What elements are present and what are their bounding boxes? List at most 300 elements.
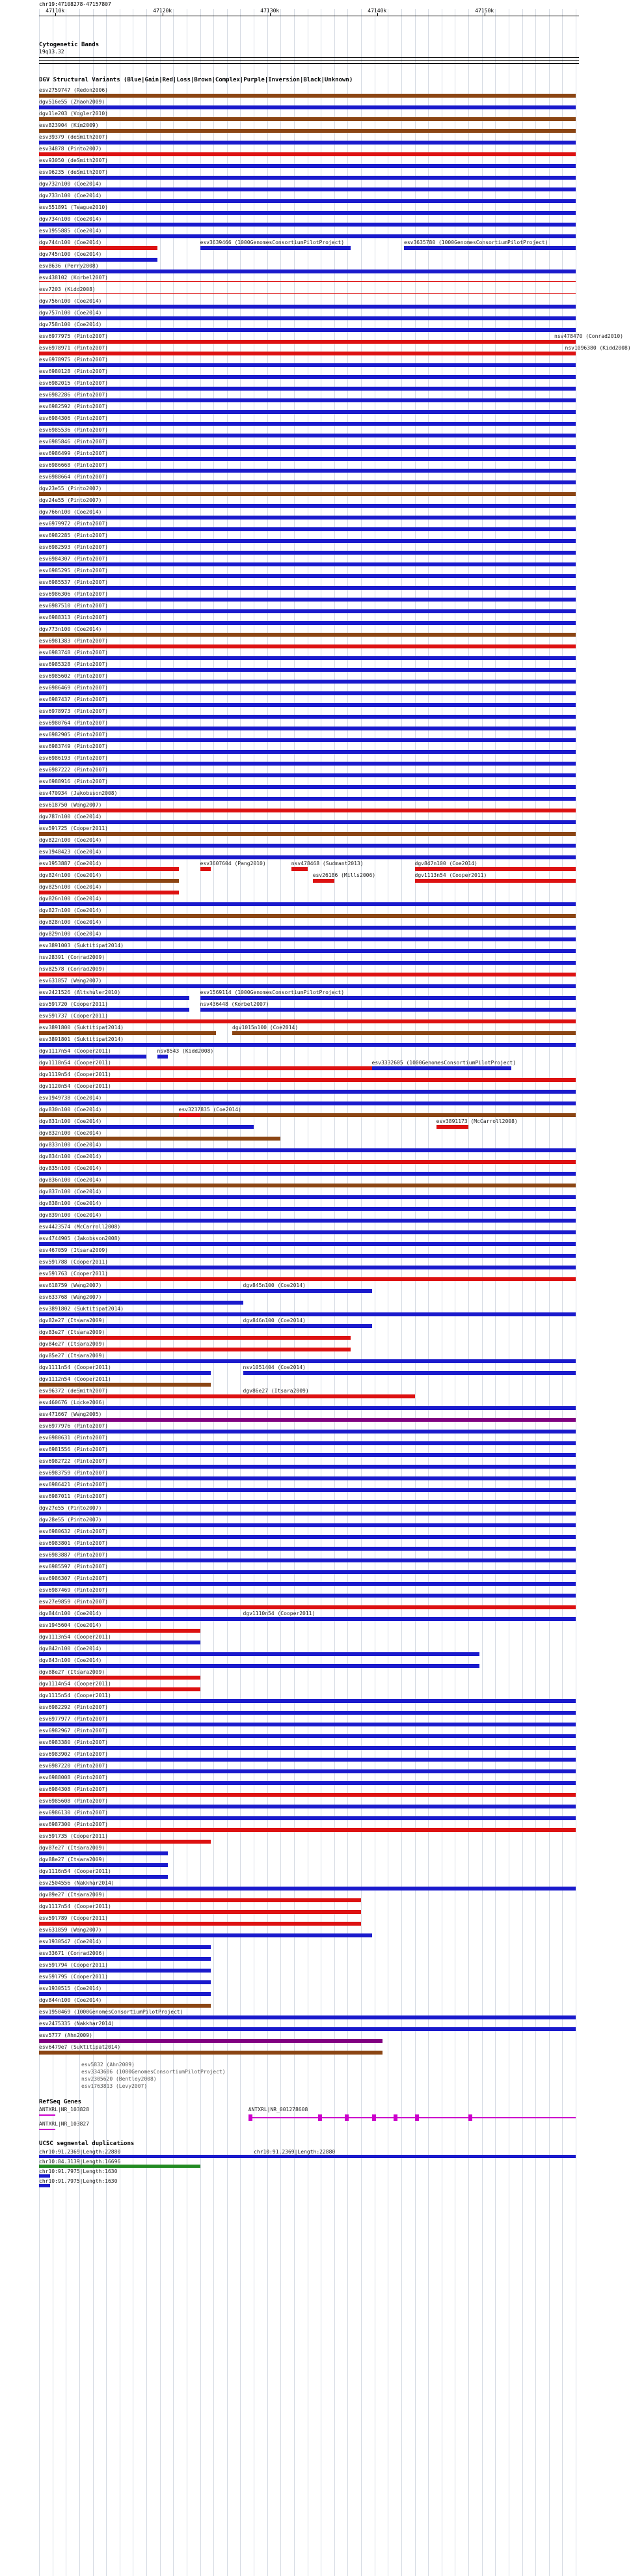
dgv-variant-bar[interactable]	[39, 1652, 479, 1656]
dgv-variant-row[interactable]	[0, 579, 579, 591]
dgv-variant-label[interactable]: esv3891003 (Suktitipat2014)	[39, 943, 124, 949]
dgv-variant-bar[interactable]	[39, 1383, 211, 1387]
dgv-variant-row[interactable]	[0, 849, 579, 861]
dgv-variant-row[interactable]	[0, 837, 579, 849]
dgv-variant-row[interactable]	[0, 1435, 579, 1447]
dgv-variant-bar[interactable]	[39, 1933, 372, 1937]
dgv-variant-row[interactable]	[0, 978, 579, 990]
dgv-variant-row[interactable]	[0, 1118, 579, 1130]
dgv-variant-row[interactable]	[0, 1388, 579, 1400]
dgv-variant-row[interactable]	[0, 743, 579, 755]
dgv-variant-row[interactable]	[0, 1376, 579, 1388]
segdup-label[interactable]: chr10:84.3139|Length:16696	[39, 2159, 121, 2165]
dgv-variant-bar[interactable]	[39, 633, 576, 637]
dgv-variant-row[interactable]	[0, 1622, 579, 1634]
dgv-variant-bar[interactable]	[39, 1875, 168, 1879]
dgv-variant-row[interactable]	[0, 310, 579, 322]
dgv-variant-row[interactable]	[0, 1775, 579, 1786]
dgv-variant-row[interactable]	[0, 931, 579, 943]
dgv-variant-bar[interactable]	[39, 164, 576, 168]
dgv-variant-bar[interactable]	[39, 1090, 576, 1094]
dgv-variant-label[interactable]: esv2759747 (Redon2006)	[39, 87, 108, 93]
dgv-variant-row[interactable]	[0, 1060, 579, 1072]
dgv-variant-label[interactable]: esv34878 (Pinto2007)	[39, 146, 102, 152]
dgv-variant-bar[interactable]	[39, 1558, 576, 1562]
dgv-variant-row[interactable]	[0, 87, 579, 99]
dgv-variant-bar[interactable]	[39, 1781, 576, 1785]
dgv-variant-bar[interactable]	[39, 1945, 211, 1949]
dgv-variant-bar[interactable]	[39, 1641, 200, 1644]
dgv-variant-bar[interactable]	[39, 516, 576, 519]
dgv-variant-bar[interactable]	[39, 1266, 576, 1269]
dgv-variant-label[interactable]: dgv836n100 (Coe2014)	[39, 1177, 102, 1183]
dgv-variant-bar[interactable]	[39, 644, 576, 648]
dgv-variant-bar[interactable]	[39, 1629, 200, 1633]
dgv-variant-bar[interactable]	[39, 621, 576, 625]
dgv-variant-label[interactable]: esv93050 (deSmith2007)	[39, 158, 108, 163]
dgv-variant-row[interactable]	[0, 954, 579, 966]
dgv-variant-row[interactable]	[0, 404, 579, 415]
dgv-variant-label[interactable]: dgv824n100 (Coe2014)	[39, 872, 102, 878]
dgv-variant-bar[interactable]	[39, 1172, 576, 1176]
dgv-variant-row[interactable]	[0, 298, 579, 310]
dgv-variant-row[interactable]	[0, 1482, 579, 1493]
dgv-variant-row[interactable]	[0, 1458, 579, 1470]
dgv-variant-row[interactable]	[0, 146, 579, 158]
dgv-variant-row[interactable]	[0, 275, 579, 286]
dgv-variant-bar[interactable]	[39, 246, 157, 250]
dgv-variant-row[interactable]	[0, 1212, 579, 1224]
dgv-variant-row[interactable]	[0, 1341, 579, 1353]
dgv-variant-label[interactable]: dgv1113n54 (Cooper2011)	[414, 872, 487, 878]
dgv-variant-row[interactable]	[0, 1329, 579, 1341]
dgv-variant-label[interactable]: esv6982593 (Pinto2007)	[39, 544, 108, 550]
dgv-variant-label[interactable]: dgv1111n54 (Cooper2011)	[39, 1364, 111, 1370]
dgv-variant-bar[interactable]	[39, 1113, 576, 1117]
refseq-transcript-line[interactable]	[39, 2114, 55, 2116]
dgv-variant-label[interactable]: dgv844n100 (Coe2014)	[39, 1611, 102, 1616]
dgv-variant-label[interactable]: esv59l788 (Cooper2011)	[39, 1259, 108, 1265]
segdup-label[interactable]: chr10:91.7975|Length:1630	[39, 2178, 118, 2184]
dgv-variant-bar[interactable]	[39, 305, 576, 309]
dgv-variant-bar[interactable]	[39, 152, 576, 156]
dgv-variant-row[interactable]	[0, 1763, 579, 1775]
dgv-variant-bar[interactable]	[39, 1394, 243, 1398]
dgv-variant-label[interactable]: dgv833n100 (Coe2014)	[39, 1142, 102, 1148]
dgv-variant-bar[interactable]	[39, 258, 157, 262]
dgv-variant-bar[interactable]	[39, 1605, 576, 1609]
dgv-variant-label[interactable]: esv6977976 (Pinto2007)	[39, 1423, 108, 1429]
dgv-variant-label[interactable]: esv6978975 (Pinto2007)	[39, 357, 108, 363]
dgv-variant-bar[interactable]	[39, 809, 576, 812]
dgv-variant-bar[interactable]	[200, 1008, 576, 1012]
dgv-variant-row[interactable]	[0, 1950, 579, 1962]
dgv-variant-label[interactable]: dgv1119n54 (Cooper2011)	[39, 1072, 111, 1077]
dgv-variant-bar[interactable]	[39, 141, 576, 145]
dgv-variant-label[interactable]: esv631857 (Wang2007)	[39, 978, 102, 984]
dgv-variant-bar[interactable]	[39, 785, 576, 789]
segdup-bar[interactable]	[39, 2184, 50, 2187]
dgv-variant-label[interactable]: esv6984308 (Pinto2007)	[39, 1786, 108, 1792]
dgv-variant-bar[interactable]	[157, 1055, 168, 1059]
dgv-variant-row[interactable]	[0, 263, 579, 275]
dgv-variant-row[interactable]	[0, 1552, 579, 1564]
dgv-variant-bar[interactable]	[39, 1746, 576, 1750]
dgv-variant-row[interactable]	[0, 1493, 579, 1505]
dgv-variant-label[interactable]: esv471667 (Wang2005)	[39, 1411, 102, 1417]
dgv-variant-bar[interactable]	[39, 996, 189, 1000]
dgv-variant-row[interactable]	[0, 333, 623, 345]
dgv-variant-label[interactable]: dgv734n100 (Coe2014)	[39, 216, 102, 222]
dgv-variant-bar[interactable]	[200, 246, 351, 250]
dgv-variant-label[interactable]: esv3891802 (Suktitipat2014)	[39, 1306, 124, 1312]
dgv-variant-bar[interactable]	[39, 2051, 383, 2055]
dgv-variant-label[interactable]: dgv1117n54 (Cooper2011)	[39, 1904, 111, 1909]
dgv-variant-row[interactable]	[0, 450, 579, 462]
dgv-variant-bar[interactable]	[39, 2015, 576, 2019]
dgv-variant-label[interactable]: nsv1096380 (Kidd2008)	[565, 345, 631, 351]
dgv-variant-bar[interactable]	[39, 422, 576, 426]
dgv-variant-bar[interactable]	[39, 445, 576, 449]
dgv-variant-row[interactable]	[0, 1657, 579, 1669]
dgv-variant-row[interactable]	[0, 1177, 579, 1189]
dgv-variant-row[interactable]	[0, 158, 579, 169]
dgv-variant-label[interactable]: esv6983380 (Pinto2007)	[39, 1739, 108, 1745]
dgv-variant-bar[interactable]	[39, 1055, 146, 1059]
dgv-variant-label[interactable]: dgv85e27 (Itsara2009)	[39, 1353, 105, 1359]
dgv-variant-bar[interactable]	[39, 984, 576, 988]
dgv-variant-row[interactable]	[0, 2044, 579, 2056]
dgv-variant-label[interactable]: dgv822n100 (Coe2014)	[39, 837, 102, 843]
dgv-variant-bar[interactable]	[39, 1851, 168, 1855]
dgv-variant-label[interactable]: dgv733n100 (Coe2014)	[39, 193, 102, 199]
dgv-variant-bar[interactable]	[39, 1465, 576, 1469]
dgv-variant-bar[interactable]	[39, 1488, 576, 1492]
dgv-variant-label[interactable]: dgv787n100 (Coe2014)	[39, 814, 102, 820]
dgv-variant-row[interactable]	[0, 134, 579, 146]
refseq-transcript-label[interactable]: ANTXRL|NR_103828	[39, 2107, 90, 2112]
dgv-variant-row[interactable]	[0, 439, 579, 450]
dgv-variant-label[interactable]: dgv1117n54 (Cooper2011)	[39, 1048, 111, 1054]
dgv-variant-row[interactable]	[0, 1318, 579, 1329]
dgv-variant-row[interactable]	[0, 1505, 579, 1517]
dgv-variant-label[interactable]: esv4423574 (McCarroll2008)	[39, 1224, 121, 1230]
dgv-variant-label[interactable]: dgv766n100 (Coe2014)	[39, 509, 102, 515]
dgv-variant-row[interactable]	[0, 650, 579, 661]
dgv-variant-bar[interactable]	[39, 1769, 576, 1773]
dgv-small-variant[interactable]: esv1763813 (Levy2007)	[81, 2083, 148, 2089]
dgv-variant-row[interactable]	[0, 1142, 579, 1154]
dgv-variant-bar[interactable]	[39, 703, 576, 707]
dgv-variant-label[interactable]: nsv1051404 (Coe2014)	[243, 1364, 306, 1370]
dgv-variant-bar[interactable]	[39, 727, 576, 730]
dgv-variant-bar[interactable]	[39, 234, 576, 238]
dgv-variant-label[interactable]: esv26186 (Mills2006)	[312, 872, 376, 878]
dgv-variant-bar[interactable]	[39, 937, 576, 941]
dgv-variant-label[interactable]: esv6977977 (Pinto2007)	[39, 1716, 108, 1722]
dgv-variant-bar[interactable]	[39, 223, 576, 227]
dgv-variant-row[interactable]	[0, 1939, 579, 1950]
dgv-variant-row[interactable]	[0, 1693, 579, 1704]
dgv-variant-bar[interactable]	[39, 1441, 576, 1445]
dgv-variant-label[interactable]: esv6979972 (Pinto2007)	[39, 521, 108, 527]
dgv-variant-bar[interactable]	[39, 1137, 280, 1141]
dgv-variant-row[interactable]	[0, 509, 579, 521]
dgv-variant-label[interactable]: dgv838n100 (Coe2014)	[39, 1200, 102, 1206]
dgv-variant-label[interactable]: esv6982592 (Pinto2007)	[39, 404, 108, 409]
dgv-variant-bar[interactable]	[39, 1793, 576, 1797]
dgv-variant-label[interactable]: dgv1110n54 (Cooper2011)	[243, 1611, 316, 1616]
dgv-variant-label[interactable]: dgv83e27 (Itsara2009)	[39, 1329, 105, 1335]
dgv-variant-label[interactable]: esv7203 (Kidd2008)	[39, 286, 96, 292]
dgv-variant-bar[interactable]	[39, 1242, 576, 1246]
dgv-variant-label[interactable]: esv470934 (Jakobsson2008)	[39, 790, 118, 796]
dgv-variant-label[interactable]: dgv84e27 (Itsara2009)	[39, 1341, 105, 1347]
segdup-label[interactable]: chr10:91.2369|Length:22880	[39, 2149, 121, 2155]
dgv-variant-label[interactable]: dgv1114n54 (Cooper2011)	[39, 1681, 111, 1687]
dgv-variant-row[interactable]	[0, 1189, 579, 1200]
dgv-variant-row[interactable]	[0, 1704, 579, 1716]
dgv-variant-label[interactable]: esv59l735 (Cooper2011)	[39, 1833, 108, 1839]
dgv-variant-bar[interactable]	[39, 1512, 576, 1516]
dgv-variant-label[interactable]: esv2504556 (Nakkhar2014)	[39, 1880, 114, 1886]
dgv-variant-row[interactable]	[0, 1200, 579, 1212]
dgv-variant-bar[interactable]	[39, 1887, 576, 1890]
dgv-variant-bar[interactable]	[39, 105, 576, 109]
dgv-variant-label[interactable]: dgv88e27 (Itsara2009)	[39, 1857, 105, 1863]
dgv-variant-bar[interactable]	[39, 293, 576, 294]
dgv-variant-bar[interactable]	[39, 609, 576, 613]
dgv-variant-bar[interactable]	[39, 949, 576, 953]
dgv-variant-bar[interactable]	[39, 1289, 243, 1293]
dgv-variant-bar[interactable]	[39, 375, 576, 379]
dgv-variant-label[interactable]: esv1945604 (Coe2014)	[39, 1622, 102, 1628]
dgv-variant-bar[interactable]	[39, 879, 179, 883]
segdup-bar[interactable]	[254, 2155, 576, 2158]
dgv-variant-label[interactable]: esv633768 (Wang2007)	[39, 1294, 102, 1300]
dgv-variant-bar[interactable]	[39, 1969, 211, 1973]
dgv-variant-label[interactable]: esv6980631 (Pinto2007)	[39, 1435, 108, 1441]
dgv-variant-row[interactable]	[0, 2009, 579, 2021]
dgv-variant-row[interactable]	[0, 1036, 579, 1048]
dgv-variant-row[interactable]	[0, 1095, 579, 1107]
dgv-variant-bar[interactable]	[179, 1113, 200, 1117]
dgv-variant-label[interactable]: esv59l795 (Cooper2011)	[39, 1974, 108, 1980]
dgv-variant-row[interactable]	[0, 814, 579, 825]
dgv-variant-bar[interactable]	[39, 1219, 576, 1223]
dgv-variant-row[interactable]	[0, 661, 579, 673]
dgv-variant-label[interactable]: esv3891801 (Suktitipat2014)	[39, 1036, 124, 1042]
dgv-variant-bar[interactable]	[243, 1324, 372, 1328]
dgv-variant-bar[interactable]	[39, 656, 576, 660]
refseq-exon[interactable]	[415, 2114, 419, 2121]
dgv-variant-row[interactable]	[0, 216, 579, 228]
dgv-variant-row[interactable]	[0, 1751, 579, 1763]
dgv-variant-label[interactable]: esv6987222 (Pinto2007)	[39, 767, 108, 773]
dgv-variant-label[interactable]: esv1948423 (Coe2014)	[39, 849, 102, 855]
dgv-variant-label[interactable]: esv6987437 (Pinto2007)	[39, 697, 108, 702]
dgv-variant-label[interactable]: esv6981383 (Pinto2007)	[39, 638, 108, 644]
dgv-variant-bar[interactable]	[243, 1371, 576, 1375]
dgv-variant-bar[interactable]	[39, 1957, 211, 1961]
dgv-variant-label[interactable]: esv460676 (Locke2006)	[39, 1400, 105, 1406]
dgv-variant-bar[interactable]	[39, 891, 179, 894]
dgv-variant-label[interactable]: dgv758n100 (Coe2014)	[39, 322, 102, 327]
dgv-variant-bar[interactable]	[39, 340, 576, 344]
dgv-variant-row[interactable]	[0, 1681, 579, 1693]
dgv-variant-label[interactable]: dgv844n100 (Coe2014)	[39, 1997, 102, 2003]
dgv-variant-row[interactable]	[0, 1517, 579, 1529]
dgv-variant-bar[interactable]	[39, 574, 576, 578]
dgv-variant-bar[interactable]	[39, 1594, 576, 1598]
dgv-variant-label[interactable]: nsv478470 (Conrad2010)	[554, 333, 623, 339]
dgv-variant-label[interactable]: esv6982905 (Pinto2007)	[39, 732, 108, 738]
dgv-variant-label[interactable]: dgv829n100 (Coe2014)	[39, 931, 102, 937]
dgv-variant-row[interactable]	[0, 1447, 579, 1458]
dgv-variant-label[interactable]: esv6988313 (Pinto2007)	[39, 615, 108, 620]
dgv-variant-row[interactable]	[0, 474, 579, 486]
dgv-variant-row[interactable]	[0, 497, 579, 509]
dgv-variant-bar[interactable]	[39, 1523, 576, 1527]
dgv-variant-bar[interactable]	[39, 2039, 383, 2043]
dgv-variant-label[interactable]: esv59l725 (Cooper2011)	[39, 825, 108, 831]
dgv-variant-label[interactable]: esv59l737 (Cooper2011)	[39, 1013, 108, 1019]
dgv-variant-label[interactable]: esv6987300 (Pinto2007)	[39, 1821, 108, 1827]
dgv-variant-row[interactable]	[0, 1470, 579, 1482]
dgv-variant-row[interactable]	[0, 1786, 579, 1798]
dgv-variant-row[interactable]	[0, 1048, 579, 1060]
dgv-variant-bar[interactable]	[243, 1289, 372, 1293]
dgv-variant-row[interactable]	[0, 1294, 579, 1306]
refseq-transcript-label[interactable]: ANTXRL|NR_103827	[39, 2121, 90, 2127]
dgv-variant-label[interactable]: esv1930515 (Coe2014)	[39, 1986, 102, 1991]
dgv-variant-bar[interactable]	[39, 1453, 576, 1457]
dgv-variant-row[interactable]	[0, 966, 579, 978]
dgv-variant-label[interactable]: dgv827n100 (Coe2014)	[39, 907, 102, 913]
dgv-variant-bar[interactable]	[39, 668, 576, 672]
dgv-variant-bar[interactable]	[39, 469, 576, 473]
dgv-variant-row[interactable]	[0, 1587, 579, 1599]
dgv-variant-bar[interactable]	[39, 1031, 216, 1035]
dgv-variant-row[interactable]	[0, 2021, 579, 2032]
dgv-variant-label[interactable]: esv6988916 (Pinto2007)	[39, 779, 108, 784]
dgv-variant-label[interactable]: esv1950469 (1000GenomesConsortiumPilotProject)	[39, 2009, 183, 2015]
dgv-variant-row[interactable]	[0, 615, 579, 626]
dgv-variant-row[interactable]	[0, 427, 579, 439]
dgv-variant-label[interactable]: esv3332605 (1000GenomesConsortiumPilotProject)	[371, 1060, 517, 1066]
dgv-variant-bar[interactable]	[39, 1207, 576, 1211]
dgv-variant-label[interactable]: esv6985602 (Pinto2007)	[39, 673, 108, 679]
dgv-variant-label[interactable]: dgv773n100 (Coe2014)	[39, 626, 102, 632]
dgv-variant-label[interactable]: esv3237835 (Coe2014)	[178, 1107, 241, 1113]
dgv-variant-bar[interactable]	[39, 1863, 168, 1867]
dgv-variant-label[interactable]: esv438102 (Korbel2007)	[39, 275, 108, 281]
dgv-variant-label[interactable]: esv823904 (Kim2009)	[39, 122, 99, 128]
dgv-variant-row[interactable]	[0, 1646, 579, 1657]
dgv-variant-label[interactable]: dgv834n100 (Coe2014)	[39, 1154, 102, 1159]
dgv-variant-row[interactable]	[0, 1821, 579, 1833]
refseq-exon[interactable]	[318, 2114, 322, 2121]
dgv-variant-label[interactable]: esv6983759 (Pinto2007)	[39, 1470, 108, 1476]
refseq-gene-line[interactable]	[248, 2117, 576, 2118]
dgv-variant-label[interactable]: dgv88e27 (Itsara2009)	[39, 1669, 105, 1675]
dgv-variant-row[interactable]	[0, 790, 579, 802]
dgv-variant-bar[interactable]	[39, 1324, 243, 1328]
dgv-variant-label[interactable]: esv6987220 (Pinto2007)	[39, 1763, 108, 1769]
segdup-label[interactable]: chr10:91.7975|Length:1630	[39, 2168, 118, 2174]
dgv-variant-bar[interactable]	[39, 1476, 576, 1480]
dgv-variant-bar[interactable]	[39, 199, 576, 203]
dgv-variant-label[interactable]: dgv27e55 (Pinto2007)	[39, 1505, 102, 1511]
dgv-variant-bar[interactable]	[39, 855, 576, 859]
dgv-variant-bar[interactable]	[39, 715, 576, 719]
dgv-variant-bar[interactable]	[372, 1066, 512, 1070]
dgv-variant-row[interactable]	[0, 533, 579, 544]
dgv-variant-bar[interactable]	[39, 1066, 372, 1070]
dgv-variant-label[interactable]: esv6985536 (Pinto2007)	[39, 427, 108, 433]
dgv-variant-row[interactable]	[0, 1025, 579, 1036]
dgv-variant-row[interactable]	[0, 1540, 579, 1552]
dgv-variant-row[interactable]	[0, 1271, 579, 1282]
dgv-variant-label[interactable]: dgv1le203 (Vogler2010)	[39, 111, 108, 117]
dgv-variant-row[interactable]	[0, 1927, 579, 1939]
dgv-variant-row[interactable]	[0, 626, 579, 638]
dgv-variant-bar[interactable]	[39, 1898, 361, 1902]
dgv-variant-bar[interactable]	[39, 1664, 479, 1668]
dgv-variant-label[interactable]: esv59l763 (Cooper2011)	[39, 1271, 108, 1277]
dgv-variant-label[interactable]: dgv757n100 (Coe2014)	[39, 310, 102, 316]
dgv-variant-row[interactable]	[0, 368, 579, 380]
dgv-variant-bar[interactable]	[39, 680, 576, 684]
dgv-variant-label[interactable]: esv6982285 (Pinto2007)	[39, 533, 108, 538]
dgv-variant-bar[interactable]	[39, 926, 576, 930]
dgv-variant-row[interactable]	[0, 673, 579, 685]
dgv-variant-row[interactable]	[0, 1716, 579, 1728]
dgv-variant-label[interactable]: dgv86e27 (Itsara2009)	[243, 1388, 309, 1394]
dgv-variant-label[interactable]: nsv82578 (Conrad2009)	[39, 966, 105, 972]
dgv-variant-label[interactable]: esv6985846 (Pinto2007)	[39, 439, 108, 445]
dgv-variant-bar[interactable]	[39, 1805, 576, 1808]
dgv-variant-row[interactable]	[0, 697, 579, 708]
dgv-variant-bar[interactable]	[39, 773, 576, 777]
refseq-exon[interactable]	[345, 2114, 349, 2121]
dgv-variant-bar[interactable]	[39, 902, 576, 906]
dgv-variant-row[interactable]	[0, 111, 579, 122]
dgv-variant-label[interactable]: esv6986499 (Pinto2007)	[39, 450, 108, 456]
dgv-variant-bar[interactable]	[39, 1008, 189, 1012]
dgv-variant-label[interactable]: esv6982722 (Pinto2007)	[39, 1458, 108, 1464]
dgv-variant-bar[interactable]	[39, 1500, 576, 1504]
dgv-variant-row[interactable]	[0, 861, 579, 872]
dgv-variant-row[interactable]	[0, 1364, 579, 1376]
dgv-variant-label[interactable]: dgv732n100 (Coe2014)	[39, 181, 102, 187]
dgv-variant-label[interactable]: esv6981556 (Pinto2007)	[39, 1447, 108, 1452]
dgv-variant-label[interactable]: esv6983748 (Pinto2007)	[39, 650, 108, 656]
dgv-variant-bar[interactable]	[565, 352, 576, 355]
dgv-variant-bar[interactable]	[39, 1922, 361, 1926]
dgv-variant-bar[interactable]	[243, 1394, 415, 1398]
dgv-variant-label[interactable]: esv6983801 (Pinto2007)	[39, 1540, 108, 1546]
dgv-variant-row[interactable]	[0, 1575, 579, 1587]
dgv-variant-row[interactable]	[0, 1353, 579, 1364]
dgv-variant-row[interactable]	[0, 1892, 579, 1904]
dgv-variant-label[interactable]: esv33671 (Conrad2006)	[39, 1950, 105, 1956]
dgv-variant-row[interactable]	[0, 1013, 579, 1025]
dgv-variant-bar[interactable]	[39, 1582, 576, 1586]
dgv-variant-row[interactable]	[0, 1247, 579, 1259]
dgv-variant-label[interactable]: dgv87e27 (Itsara2009)	[39, 1845, 105, 1851]
dgv-variant-row[interactable]	[0, 1845, 579, 1857]
